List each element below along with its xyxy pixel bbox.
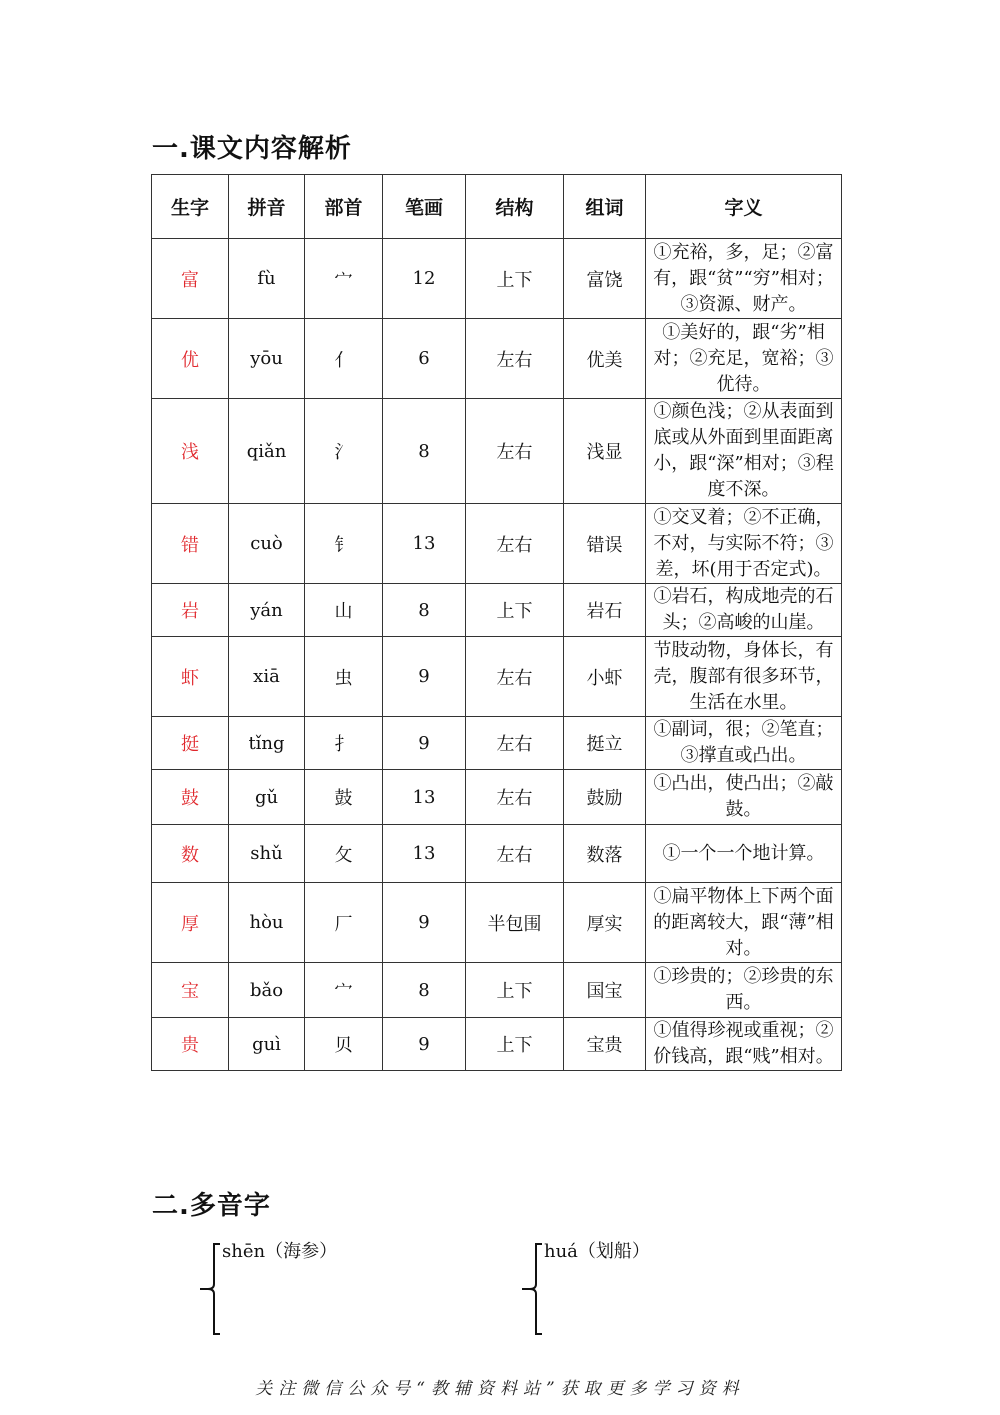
cell-meaning: ①值得珍视或重视；②价钱高，跟“贱”相对。 — [646, 1018, 842, 1071]
cell-pinyin: qiǎn — [229, 399, 305, 504]
cell-meaning: ①交叉着；②不正确，不对，与实际不符；③差，坏(用于否定式)。 — [646, 504, 842, 584]
section-title-analysis: 一.课文内容解析 — [152, 134, 352, 164]
header-meaning: 字义 — [646, 175, 842, 239]
cell-strokes: 9 — [383, 1018, 466, 1071]
cell-radical: 攵 — [305, 825, 383, 883]
header-pinyin: 拼音 — [229, 175, 305, 239]
cell-radical: 鼓 — [305, 770, 383, 825]
cell-strokes: 13 — [383, 504, 466, 584]
cell-radical: 宀 — [305, 239, 383, 319]
cell-word: 数落 — [564, 825, 646, 883]
table-row — [152, 239, 842, 319]
footer-note: 关注微信公众号“教辅资料站”获取更多学习资料 — [255, 1379, 745, 1399]
header-radical: 部首 — [305, 175, 383, 239]
cell-char: 数 — [152, 825, 229, 883]
table-row — [152, 883, 842, 963]
cell-structure: 上下 — [466, 963, 564, 1018]
cell-strokes: 13 — [383, 825, 466, 883]
section-title-polyphonic: 二.多音字 — [152, 1191, 271, 1221]
cell-char: 岩 — [152, 584, 229, 637]
table-row — [152, 770, 842, 825]
cell-pinyin: bǎo — [229, 963, 305, 1018]
cell-char: 鼓 — [152, 770, 229, 825]
cell-radical: 虫 — [305, 637, 383, 717]
cell-radical: 厂 — [305, 883, 383, 963]
cell-strokes: 8 — [383, 963, 466, 1018]
table-row — [152, 1018, 842, 1071]
cell-char: 优 — [152, 319, 229, 399]
cell-char: 挺 — [152, 717, 229, 770]
cell-word: 浅显 — [564, 399, 646, 504]
cell-strokes: 13 — [383, 770, 466, 825]
table-row — [152, 584, 842, 637]
cell-meaning: ①扁平物体上下两个面的距离较大，跟“薄”相对。 — [646, 883, 842, 963]
cell-strokes: 8 — [383, 584, 466, 637]
cell-strokes: 6 — [383, 319, 466, 399]
cell-structure: 半包围 — [466, 883, 564, 963]
cell-pinyin: hòu — [229, 883, 305, 963]
cell-structure: 上下 — [466, 239, 564, 319]
header-char: 生字 — [152, 175, 229, 239]
cell-structure: 左右 — [466, 399, 564, 504]
cell-strokes: 8 — [383, 399, 466, 504]
cell-radical: 贝 — [305, 1018, 383, 1071]
cell-strokes: 9 — [383, 883, 466, 963]
cell-structure: 左右 — [466, 637, 564, 717]
cell-radical: 扌 — [305, 717, 383, 770]
table-row — [152, 319, 842, 399]
cell-char: 宝 — [152, 963, 229, 1018]
cell-meaning: ①美好的，跟“劣”相对；②充足，宽裕；③优待。 — [646, 319, 842, 399]
cell-meaning: ①副词，很；②笔直；③撑直或凸出。 — [646, 717, 842, 770]
cell-meaning: 节肢动物，身体长，有壳，腹部有很多环节，生活在水里。 — [646, 637, 842, 717]
table-row — [152, 504, 842, 584]
cell-radical: 山 — [305, 584, 383, 637]
cell-meaning: ①岩石，构成地壳的石头；②高峻的山崖。 — [646, 584, 842, 637]
cell-radical: 宀 — [305, 963, 383, 1018]
cell-word: 富饶 — [564, 239, 646, 319]
table-row — [152, 399, 842, 504]
cell-meaning: ①凸出，使凸出；②敲鼓。 — [646, 770, 842, 825]
left-brace-icon — [520, 1240, 544, 1338]
table-row — [152, 637, 842, 717]
cell-meaning: ①一个一个地计算。 — [646, 825, 842, 883]
cell-char: 富 — [152, 239, 229, 319]
cell-char: 贵 — [152, 1018, 229, 1071]
cell-structure: 左右 — [466, 717, 564, 770]
cell-pinyin: yán — [229, 584, 305, 637]
cell-structure: 上下 — [466, 584, 564, 637]
table-row — [152, 963, 842, 1018]
cell-word: 挺立 — [564, 717, 646, 770]
cell-word: 国宝 — [564, 963, 646, 1018]
cell-strokes: 9 — [383, 717, 466, 770]
character-table — [151, 174, 842, 1071]
cell-char: 浅 — [152, 399, 229, 504]
cell-meaning: ①珍贵的；②珍贵的东西。 — [646, 963, 842, 1018]
cell-pinyin: guì — [229, 1018, 305, 1071]
cell-structure: 左右 — [466, 504, 564, 584]
cell-char: 厚 — [152, 883, 229, 963]
cell-char: 虾 — [152, 637, 229, 717]
cell-word: 小虾 — [564, 637, 646, 717]
cell-pinyin: cuò — [229, 504, 305, 584]
cell-pinyin: xiā — [229, 637, 305, 717]
cell-structure: 上下 — [466, 1018, 564, 1071]
cell-word: 鼓励 — [564, 770, 646, 825]
left-brace-icon — [198, 1240, 222, 1338]
cell-pinyin: gǔ — [229, 770, 305, 825]
header-structure: 结构 — [466, 175, 564, 239]
cell-pinyin: shǔ — [229, 825, 305, 883]
table-header-row — [152, 175, 842, 239]
cell-meaning: ①充裕，多，足；②富有，跟“贫”“穷”相对；③资源、财产。 — [646, 239, 842, 319]
cell-radical: 氵 — [305, 399, 383, 504]
table-row — [152, 825, 842, 883]
cell-pinyin: yōu — [229, 319, 305, 399]
cell-word: 岩石 — [564, 584, 646, 637]
cell-structure: 左右 — [466, 319, 564, 399]
cell-meaning: ①颜色浅；②从表面到底或从外面到里面距离小，跟“深”相对；③程度不深。 — [646, 399, 842, 504]
cell-word: 错误 — [564, 504, 646, 584]
table-row — [152, 717, 842, 770]
cell-strokes: 9 — [383, 637, 466, 717]
polyphone-reading-2: huá（划船） — [544, 1241, 650, 1262]
polyphone-reading-1: shēn（海参） — [222, 1241, 338, 1262]
cell-strokes: 12 — [383, 239, 466, 319]
cell-structure: 左右 — [466, 825, 564, 883]
cell-pinyin: fù — [229, 239, 305, 319]
header-word: 组词 — [564, 175, 646, 239]
cell-word: 宝贵 — [564, 1018, 646, 1071]
header-strokes: 笔画 — [383, 175, 466, 239]
cell-pinyin: tǐng — [229, 717, 305, 770]
cell-word: 优美 — [564, 319, 646, 399]
cell-radical: 亻 — [305, 319, 383, 399]
cell-structure: 左右 — [466, 770, 564, 825]
cell-radical: 钅 — [305, 504, 383, 584]
cell-char: 错 — [152, 504, 229, 584]
cell-word: 厚实 — [564, 883, 646, 963]
